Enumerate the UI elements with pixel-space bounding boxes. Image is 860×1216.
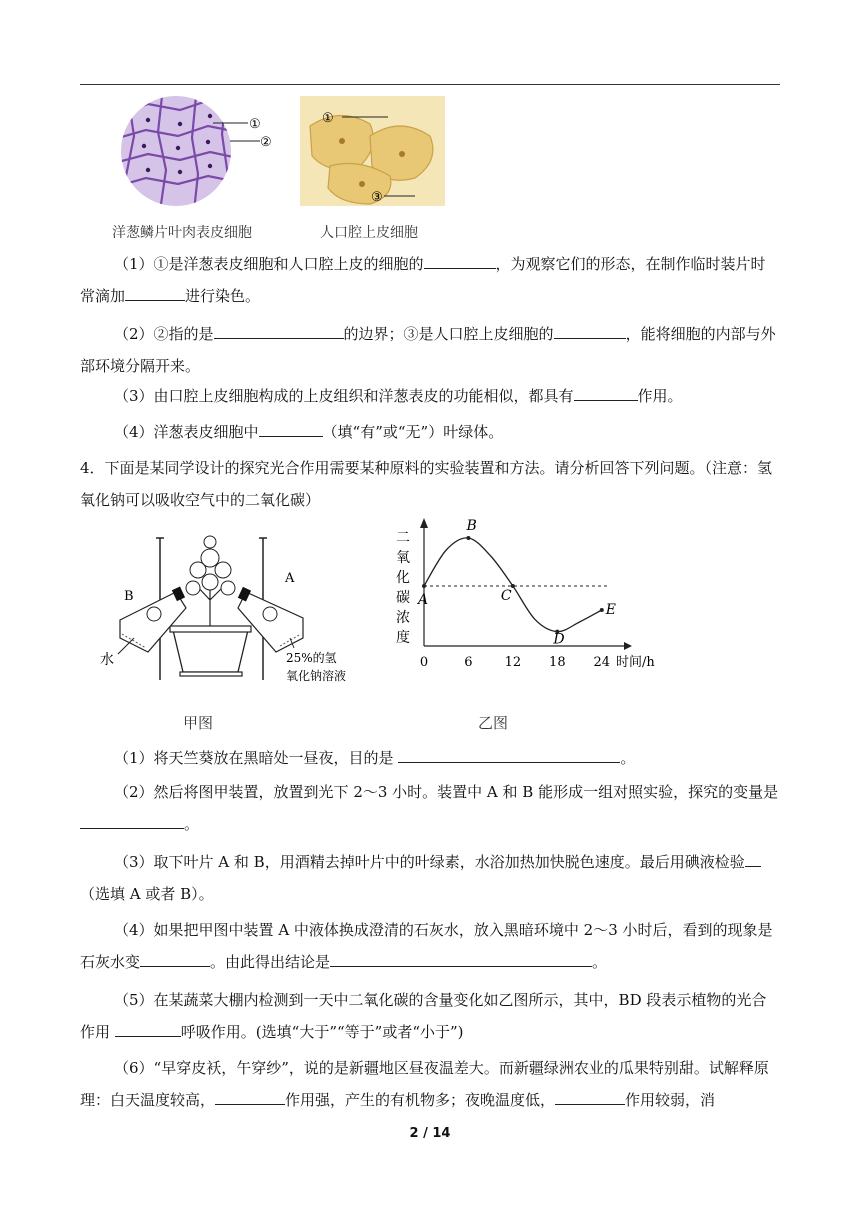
marker-1b: ① — [322, 111, 334, 126]
label-a: A — [285, 571, 295, 586]
y-label-char: 浓 — [396, 610, 410, 626]
x-axis-arrow — [624, 642, 632, 650]
q3-part4: （4）洋葱表皮细胞中 （填“有”或“无”）叶绿体。 — [114, 423, 504, 441]
onion-cell-figure — [118, 96, 288, 211]
point-label-a: A — [418, 592, 429, 608]
point-label-d: D — [553, 631, 565, 648]
header-rule — [80, 84, 780, 85]
q4-s5: （5）在某蔬菜大棚内检测到一天中二氧化碳的含量变化如乙图所示，其中，BD 段表示植物的光合作用 呼吸作用。(选填“大于”“等于”或者“小于”) — [80, 991, 767, 1041]
point-a — [422, 584, 426, 588]
q4-intro: 4．下面是某同学设计的探究光合作用需要某种原料的实验装置和方法。请分析回答下列问题。（注意：氢氧化钠可以吸收空气中的二氧化碳） — [80, 459, 773, 509]
point-label-b: B — [466, 518, 477, 534]
q4-s2: （2）然后将图甲装置，放置到光下 2～3 小时。装置中 A 和 B 能形成一组对照实验，探究的变量是 。 — [80, 776, 780, 840]
y-axis-label — [396, 530, 410, 646]
y-label-char: 碳 — [396, 590, 410, 606]
point-label-c: C — [500, 588, 512, 604]
fig-a-caption: 甲图 — [183, 714, 214, 732]
apparatus-figure — [98, 530, 373, 690]
water-label: 水 — [100, 652, 114, 668]
q3-part3: （3）由口腔上皮细胞构成的上皮组织和洋葱表皮的功能相似，都具有 作用。 — [114, 387, 683, 405]
x-tick-label: 12 — [504, 655, 522, 670]
y-label-char: 二 — [396, 530, 410, 546]
x-tick-label: 6 — [464, 655, 473, 670]
y-label-char: 氧 — [396, 550, 410, 566]
y-label-char: 化 — [396, 570, 410, 586]
q3-part2: （2）②指的是 的边界；③是人口腔上皮细胞的 ，能将细胞的内部与外部环境分隔开来。 — [80, 325, 776, 375]
x-tick-label: 24 — [593, 655, 611, 670]
q4-s1: （1）将天竺葵放在黑暗处一昼夜，目的是 。 — [114, 749, 636, 767]
q3-part1: （1）①是洋葱表皮细胞和人口腔上皮的细胞的 ，为观察它们的形态，在制作临时装片时常滴加 进行染色。 — [80, 255, 766, 305]
y-label-char: 度 — [396, 630, 410, 646]
marker-2: ② — [260, 135, 272, 150]
q4-s6: （6）“早穿皮袄，午穿纱”，说的是新疆地区昼夜温差大。而新疆绿洲农业的瓜果特别甜。试解释原理：白天温度较高， 作用强，产生的有机物多；夜晚温度低， 作用较弱，消 — [80, 1059, 769, 1109]
label-b: B — [124, 589, 134, 604]
x-axis-label: 时间/h — [616, 655, 655, 670]
cheek-caption: 人口腔上皮细胞 — [320, 225, 418, 241]
page-number: 2 / 14 — [409, 1126, 451, 1141]
solution-label-2: 氧化钠溶液 — [286, 669, 347, 683]
fig-b-caption: 乙图 — [478, 714, 509, 732]
y-axis-arrow — [420, 518, 428, 528]
solution-label-1: 25%的氢 — [286, 651, 337, 665]
x-tick-label: 0 — [419, 655, 429, 670]
x-tick-label: 18 — [549, 655, 566, 670]
onion-caption: 洋葱鳞片叶肉表皮细胞 — [112, 225, 252, 241]
point-b — [466, 536, 470, 540]
marker-3: ③ — [371, 190, 383, 205]
co2-chart — [390, 518, 660, 688]
point-e — [600, 608, 604, 612]
q4-s4: （4）如果把甲图中装置 A 中液体换成澄清的石灰水，放入黑暗环境中 2～3 小时后，看到的现象是石灰水变 。由此得出结论是 。 — [80, 921, 773, 971]
q4-s3: （3）取下叶片 A 和 B，用酒精去掉叶片中的叶绿素，水浴加热加快脱色速度。最后用碘液检验（选填 A 或者 B）。 — [80, 846, 780, 910]
cheek-cell-figure — [300, 96, 445, 206]
marker-1: ① — [249, 117, 261, 132]
point-label-e: E — [605, 602, 617, 618]
